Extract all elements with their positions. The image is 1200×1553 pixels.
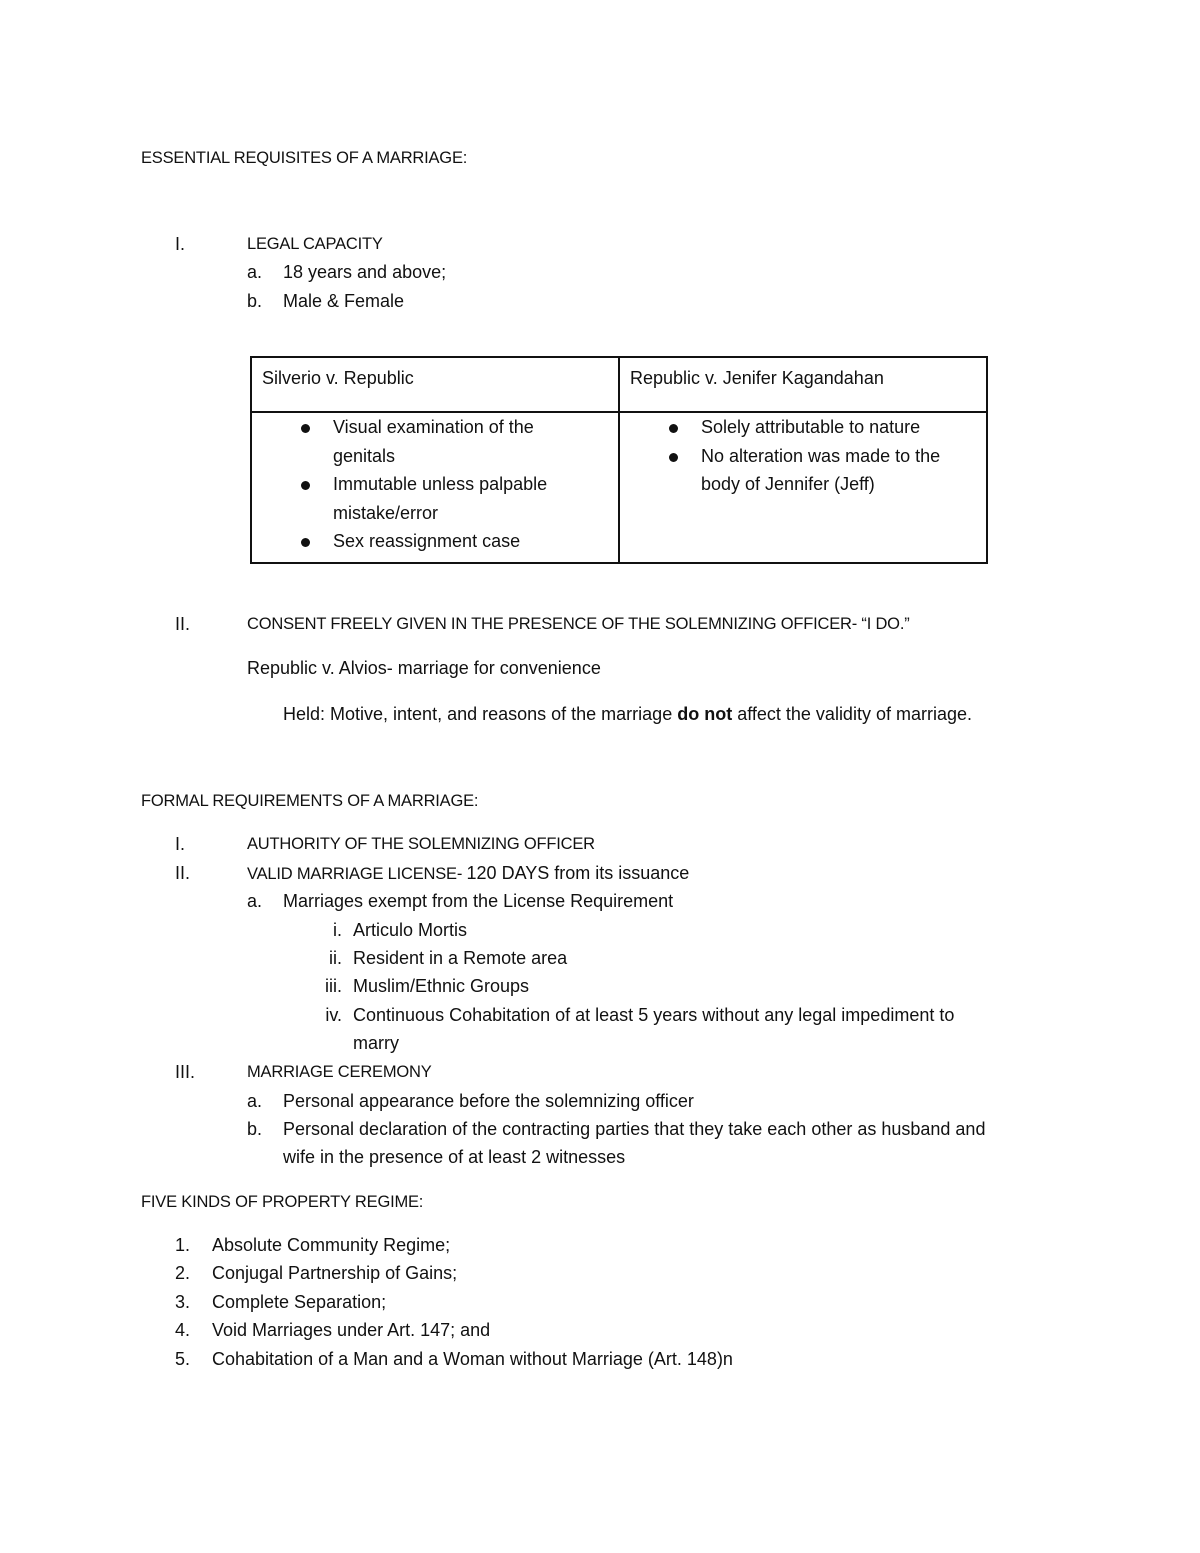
- item-title-legal-capacity: LEGAL CAPACITY: [247, 235, 383, 253]
- bullet-item: No alteration was made to the body of Jennifer (Jeff): [630, 442, 981, 499]
- item-number: II.: [175, 863, 191, 883]
- sub-marker: a.: [247, 1091, 263, 1111]
- bullet-item: Immutable unless palpable mistake/error: [262, 470, 583, 527]
- roman-item-text: Muslim/Ethnic Groups: [353, 976, 530, 996]
- list-number: 4.: [175, 1320, 191, 1340]
- list-item: Cohabitation of a Man and a Woman without Marriage (Art. 148)n: [212, 1349, 733, 1369]
- item-title-authority: AUTHORITY OF THE SOLEMNIZING OFFICER: [247, 835, 595, 853]
- bullet-item: Sex reassignment case: [262, 527, 608, 556]
- sub-marker: a.: [247, 262, 263, 282]
- item-title-ceremony: MARRIAGE CEREMONY: [247, 1063, 432, 1081]
- sub-item-text: Marriages exempt from the License Requirement: [283, 891, 674, 911]
- item-number: I.: [175, 234, 186, 254]
- item-title-consent: CONSENT FREELY GIVEN IN THE PRESENCE OF THE SOLEMNIZING OFFICER- “I DO.”: [247, 615, 910, 633]
- sub-marker: b.: [247, 1119, 263, 1139]
- section-heading-formal: FORMAL REQUIREMENTS OF A MARRIAGE:: [141, 792, 479, 810]
- list-number: 2.: [175, 1263, 191, 1283]
- item-number: II.: [175, 614, 191, 634]
- roman-marker: iii.: [325, 976, 342, 996]
- list-number: 3.: [175, 1292, 191, 1312]
- cases-table: [250, 356, 988, 564]
- list-item: Conjugal Partnership of Gains;: [212, 1263, 458, 1283]
- item-number: I.: [175, 834, 186, 854]
- table-header-kagandahan: Republic v. Jenifer Kagandahan: [619, 357, 987, 412]
- section-heading-property: FIVE KINDS OF PROPERTY REGIME:: [141, 1193, 424, 1211]
- roman-marker: iv.: [325, 1005, 342, 1025]
- roman-item-continuation: marry: [353, 1033, 399, 1053]
- list-number: 1.: [175, 1235, 191, 1255]
- sub-item-text: 18 years and above;: [283, 262, 447, 282]
- list-number: 5.: [175, 1349, 191, 1369]
- sub-item-text: Male & Female: [283, 291, 405, 311]
- roman-marker: ii.: [329, 948, 342, 968]
- held-statement: Held: Motive, intent, and reasons of the marriage do not affect the validity of marriage.: [283, 704, 972, 724]
- list-item: Void Marriages under Art. 147; and: [212, 1320, 491, 1340]
- sub-marker: a.: [247, 891, 263, 911]
- bullet-item: Solely attributable to nature: [630, 413, 976, 442]
- roman-item-text: Articulo Mortis: [353, 920, 468, 940]
- section-heading-essential: ESSENTIAL REQUISITES OF A MARRIAGE:: [141, 149, 468, 167]
- table-cell-kagandahan: [619, 412, 987, 563]
- table-header-silverio: Silverio v. Republic: [251, 357, 619, 412]
- case-note-alvios: Republic v. Alvios- marriage for convenience: [247, 658, 601, 678]
- roman-item-text: Resident in a Remote area: [353, 948, 568, 968]
- sub-item-text: Personal declaration of the contracting parties that they take each other as husband and: [283, 1119, 986, 1139]
- item-title-license: VALID MARRIAGE LICENSE- 120 DAYS from its issuance: [247, 863, 690, 883]
- roman-item-text: Continuous Cohabitation of at least 5 years without any legal impediment to: [353, 1005, 955, 1025]
- sub-item-text: Personal appearance before the solemnizing officer: [283, 1091, 694, 1111]
- list-item: Complete Separation;: [212, 1292, 387, 1312]
- list-item: Absolute Community Regime;: [212, 1235, 451, 1255]
- sub-marker: b.: [247, 291, 263, 311]
- table-cell-silverio: [251, 412, 619, 563]
- roman-marker: i.: [333, 920, 342, 940]
- bullet-item: Visual examination of the genitals: [262, 413, 583, 470]
- sub-item-continuation: wife in the presence of at least 2 witnesses: [283, 1147, 626, 1167]
- item-number: III.: [175, 1062, 196, 1082]
